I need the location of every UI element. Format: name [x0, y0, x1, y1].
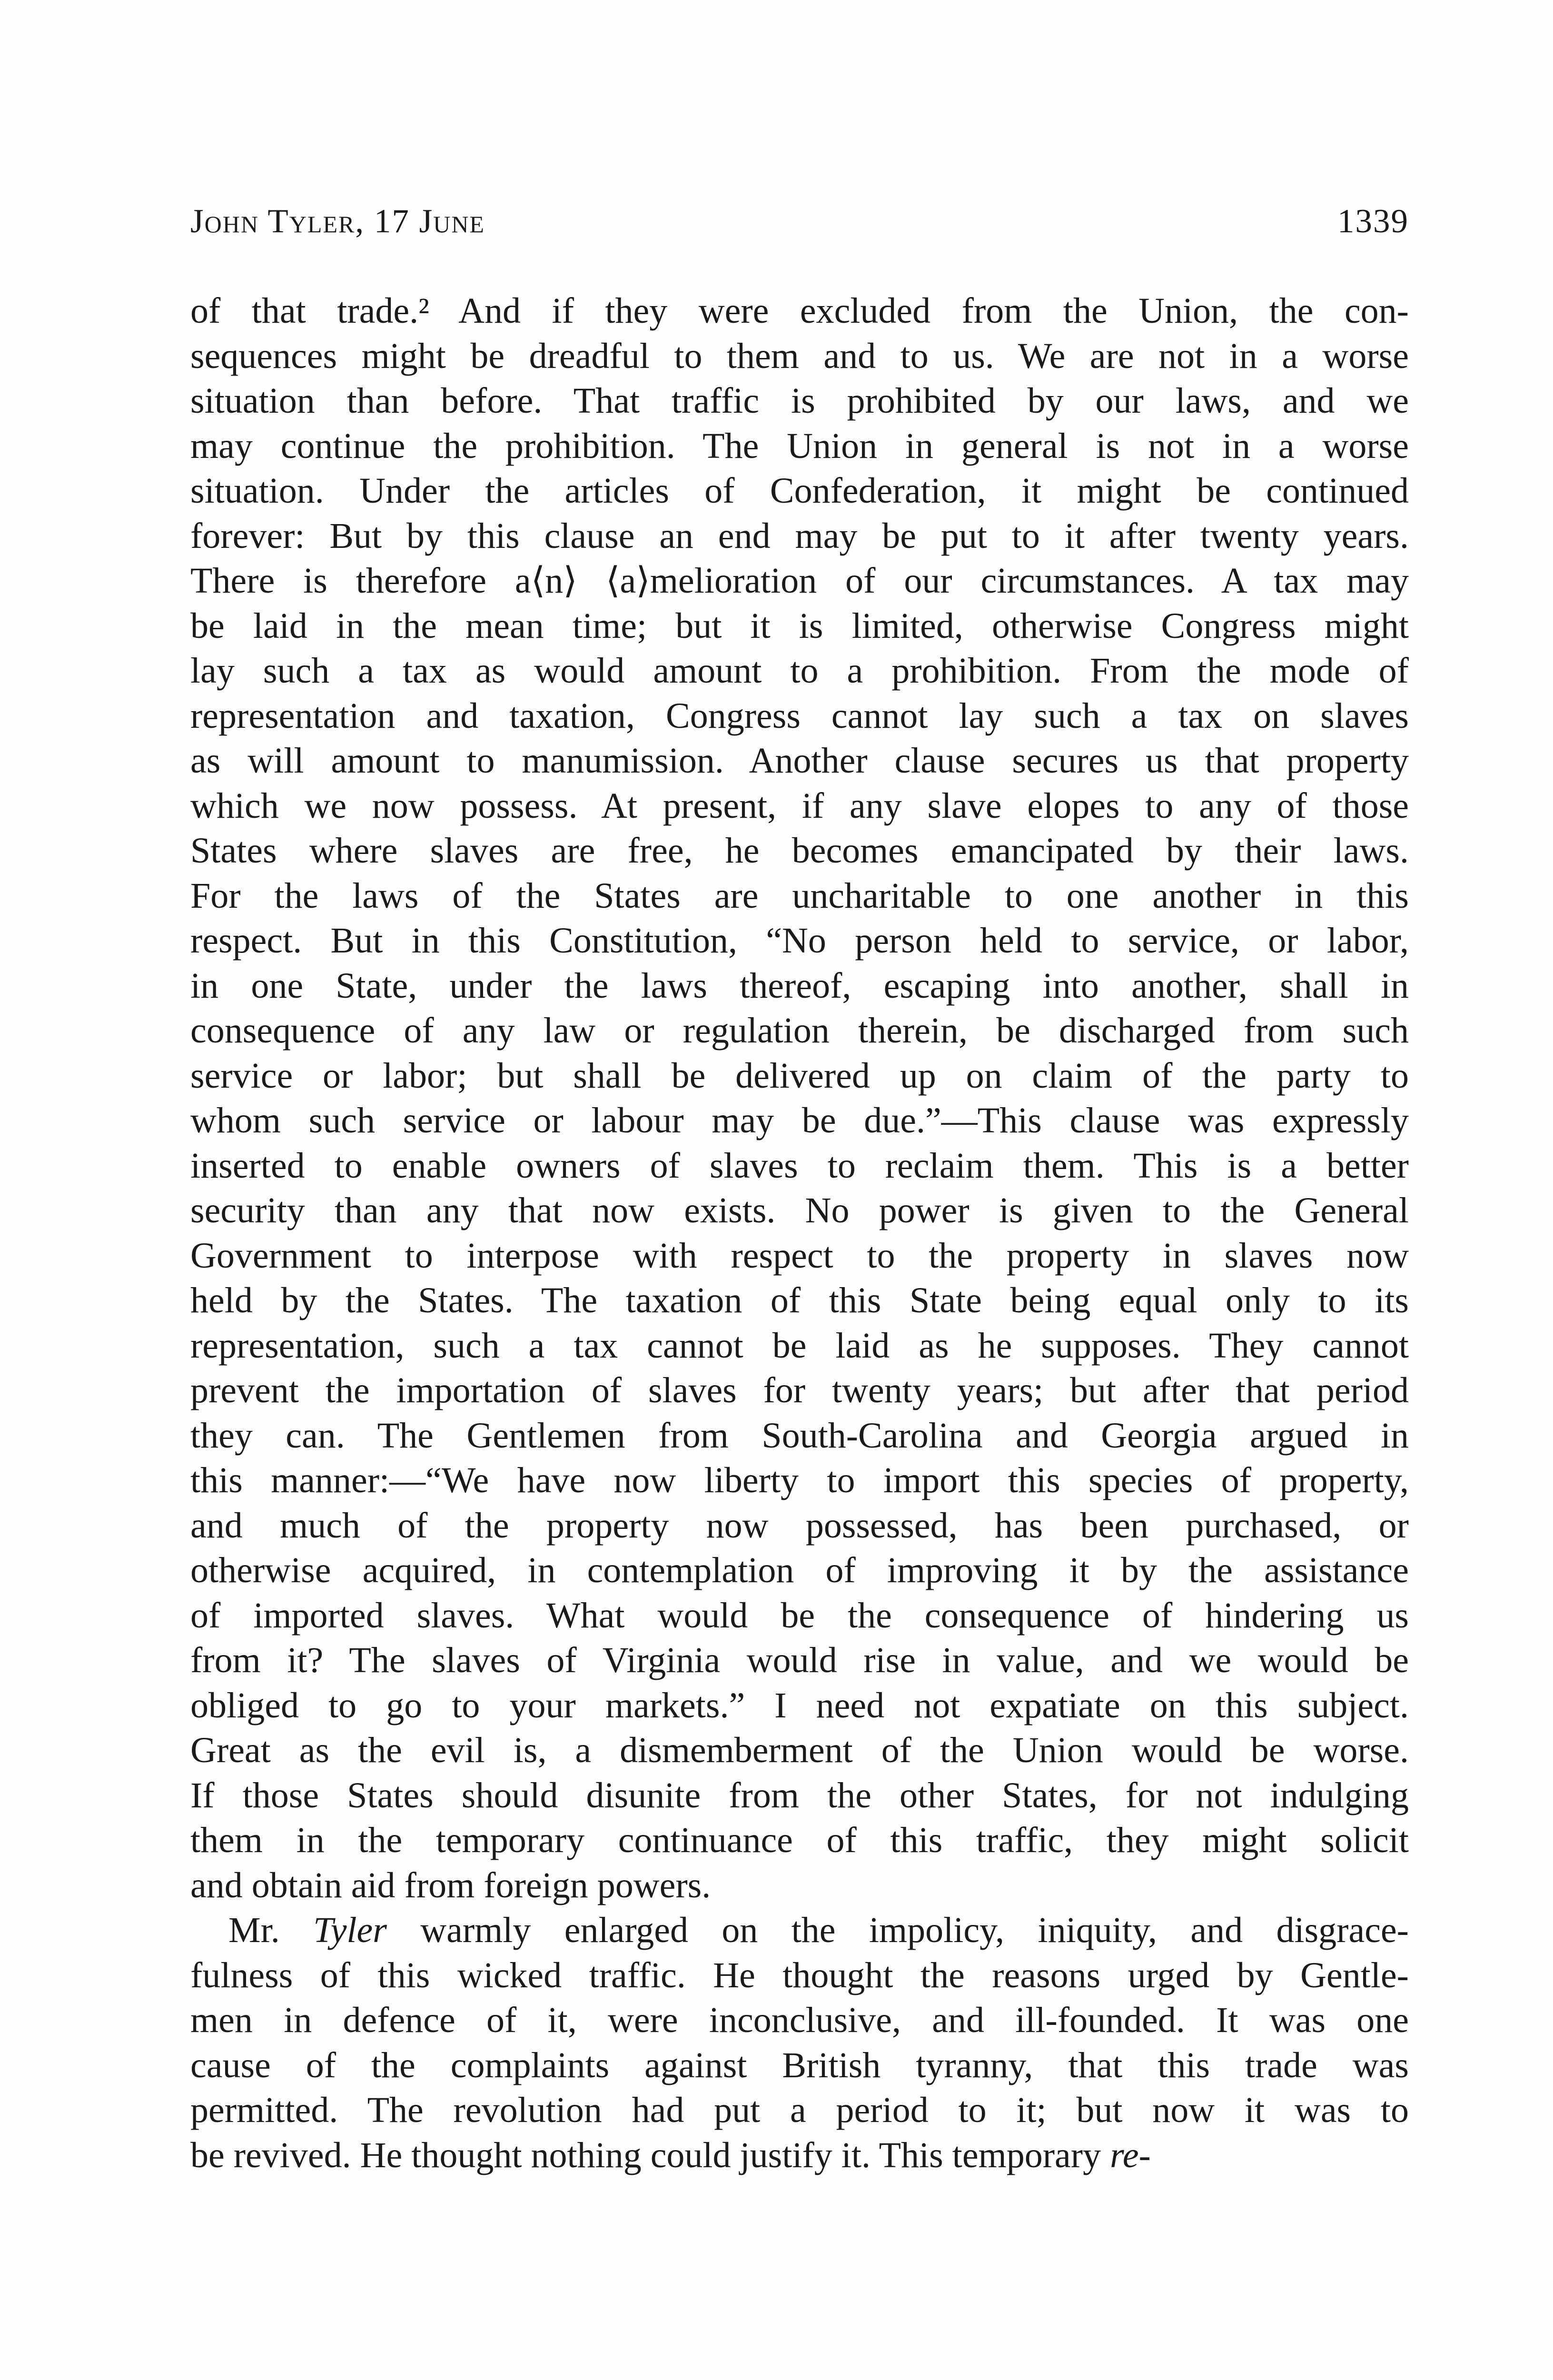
text-line: If those States should disunite from the other States, for not indulging [190, 1775, 1409, 1815]
text-line: which we now possess. At present, if any slave elopes to any of those [190, 785, 1409, 826]
text-line: of that trade.² And if they were excluded from the Union, the con- [190, 291, 1409, 331]
text-line: as will amount to manumission. Another clause secures us that property [190, 741, 1409, 781]
paragraph-2-line-1-start: Mr. [228, 1910, 314, 1950]
body-text [190, 288, 1409, 2178]
text-line: Great as the evil is, a dismemberment of the Union would be worse. [190, 1730, 1409, 1770]
text-line: permitted. The revolution had put a period to it; but now it was to [190, 2090, 1409, 2130]
text-line: men in defence of it, were inconclusive, and ill-founded. It was one [190, 2000, 1409, 2040]
text-line: forever: But by this clause an end may be put to it after twenty years. [190, 516, 1409, 556]
text-line: representation, such a tax cannot be laid as he supposes. They cannot [190, 1325, 1409, 1366]
text-line: them in the temporary continuance of this traffic, they might solicit [190, 1820, 1409, 1860]
paragraph-2 [190, 1908, 1409, 2178]
text-line: respect. But in this Constitution, “No person held to service, or labor, [190, 921, 1409, 961]
text-line: inserted to enable owners of slaves to reclaim them. This is a better [190, 1145, 1409, 1186]
text-line: situation. Under the articles of Confederation, it might be continued [190, 471, 1409, 511]
speaker-name-tyler: Tyler [313, 1910, 387, 1950]
text-line: in one State, under the laws thereof, escaping into another, shall in [190, 965, 1409, 1006]
text-line: obliged to go to your markets.” I need not expatiate on this subject. [190, 1685, 1409, 1726]
text-line: otherwise acquired, in contemplation of improving it by the assistance [190, 1550, 1409, 1590]
running-head [190, 202, 1409, 250]
paragraph-2-line-1-rest: warmly enlarged on the impolicy, iniquity, and disgrace- [386, 1910, 1409, 1950]
text-line: security than any that now exists. No power is given to the General [190, 1190, 1409, 1230]
paragraph-1 [190, 288, 1409, 1908]
text-line: held by the States. The taxation of this State being equal only to its [190, 1280, 1409, 1320]
paragraph-2-last-line-start: be revived. He thought nothing could justify it. This temporary [190, 2135, 1110, 2175]
paragraph-2-line-1 [190, 1908, 1409, 1953]
page-number: 1339 [1337, 203, 1409, 240]
paragraph-2-last-line-italic: re- [1110, 2135, 1151, 2175]
text-line: they can. The Gentlemen from South-Carolina and Georgia argued in [190, 1415, 1409, 1456]
text-line: fulness of this wicked traffic. He thought the reasons urged by Gentle- [190, 1955, 1409, 1995]
text-line: from it? The slaves of Virginia would rise in value, and we would be [190, 1640, 1409, 1680]
running-head-title: John Tyler, 17 June [190, 203, 485, 240]
text-line: States where slaves are free, he becomes emancipated by their laws. [190, 831, 1409, 871]
text-line: and much of the property now possessed, has been purchased, or [190, 1505, 1409, 1546]
text-line: service or labor; but shall be delivered up on claim of the party to [190, 1055, 1409, 1096]
text-line: prevent the importation of slaves for twenty years; but after that period [190, 1370, 1409, 1410]
text-line: be laid in the mean time; but it is limited, otherwise Congress might [190, 605, 1409, 646]
text-line: of imported slaves. What would be the consequence of hindering us [190, 1595, 1409, 1636]
paragraph-2-middle-lines [190, 1953, 1409, 2133]
text-line: sequences might be dreadful to them and to us. We are not in a worse [190, 336, 1409, 376]
text-line: cause of the complaints against British tyranny, that this trade was [190, 2045, 1409, 2085]
text-line: lay such a tax as would amount to a prohibition. From the mode of [190, 651, 1409, 691]
text-line: whom such service or labour may be due.”—This clause was expressly [190, 1101, 1409, 1140]
text-line: For the laws of the States are uncharitable to one another in this [190, 875, 1409, 916]
text-line: situation than before. That traffic is prohibited by our laws, and we [190, 381, 1409, 421]
text-line: this manner:—“We have now liberty to import this species of property, [190, 1460, 1409, 1500]
text-line: Government to interpose with respect to the property in slaves now [190, 1235, 1409, 1276]
text-line: consequence of any law or regulation therein, be discharged from such [190, 1011, 1409, 1051]
paragraph-2-last-line [190, 2133, 1409, 2178]
text-line: There is therefore a⟨n⟩ ⟨a⟩melioration of our circumstances. A tax may [190, 561, 1409, 601]
text-line: and obtain aid from foreign powers. [190, 1865, 711, 1905]
text-line: may continue the prohibition. The Union in general is not in a worse [190, 426, 1409, 466]
text-line: representation and taxation, Congress cannot lay such a tax on slaves [190, 695, 1409, 736]
